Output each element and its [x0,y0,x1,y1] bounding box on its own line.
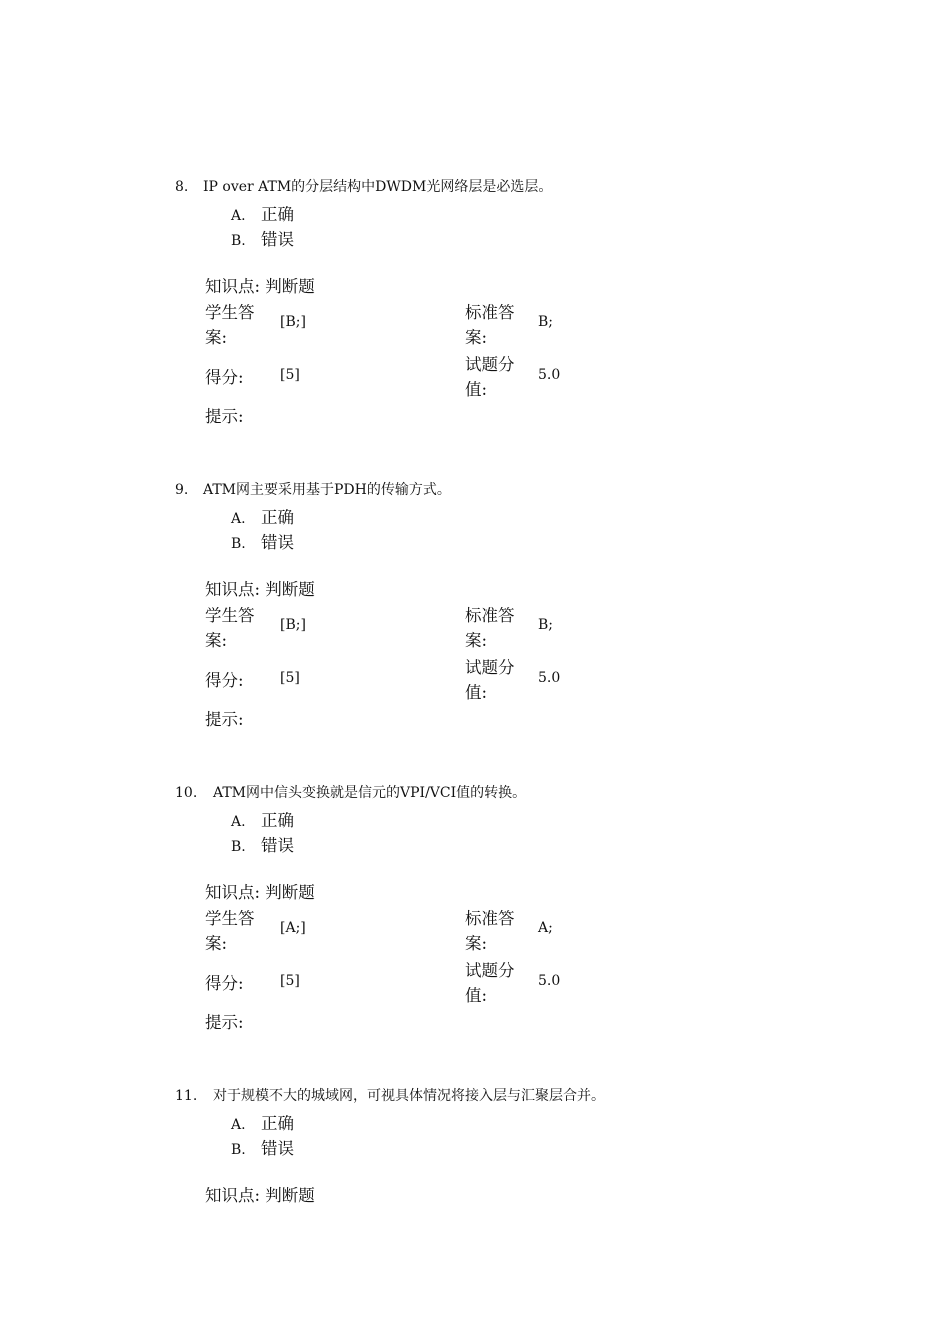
question-title [175,1085,605,1105]
points-value: 5.0 [538,973,561,989]
question-text: 对于规模不大的城域网，可视具体情况将接入层与汇聚层合并。 [213,1088,605,1104]
question-text: ATM网中信头变换就是信元的VPI/VCI值的转换。 [213,785,527,801]
option-a [231,201,294,225]
hint-label: 提示: [205,710,244,729]
points-label: 试题分值: [465,961,515,1005]
score-label: 得分: [205,974,244,993]
hint-label: 提示: [205,407,244,426]
score-label: 得分: [205,671,244,690]
option-letter: B. [231,839,246,855]
option-text: 正确 [261,205,294,224]
option-text: 正确 [261,508,294,527]
option-letter: B. [231,1142,246,1158]
points-label: 试题分值: [465,355,515,399]
score-value: [5] [280,670,300,686]
option-b [231,832,294,856]
option-text: 错误 [261,1139,294,1158]
knowledge-point: 知识点: 判断题 [205,1186,315,1205]
knowledge-point: 知识点: 判断题 [205,883,315,902]
score-value: [5] [280,973,300,989]
option-text: 错误 [261,836,294,855]
knowledge-point: 知识点: 判断题 [205,580,315,599]
question-title [175,782,526,802]
points-value: 5.0 [538,670,561,686]
option-a [231,504,294,528]
question-number: 9. [175,482,189,498]
standard-answer-value: B; [538,314,554,330]
option-letter: A. [231,511,246,527]
option-text: 正确 [261,1114,294,1133]
option-text: 错误 [261,230,294,249]
question-number: 10. [175,785,198,801]
standard-answer-label: 标准答案: [465,606,515,650]
question-text: ATM网主要采用基于PDH的传输方式。 [203,482,451,498]
student-answer-value: [B;] [280,314,306,330]
option-a [231,1110,294,1134]
standard-answer-value: B; [538,617,554,633]
question-number: 11. [175,1088,198,1104]
option-a [231,807,294,831]
option-text: 正确 [261,811,294,830]
option-text: 错误 [261,533,294,552]
option-letter: B. [231,536,246,552]
option-b [231,226,294,250]
student-answer-label: 学生答案: [205,606,255,650]
student-answer-value: [B;] [280,617,306,633]
student-answer-value: [A;] [280,920,306,936]
option-letter: A. [231,814,246,830]
question-title [175,176,552,196]
knowledge-point: 知识点: 判断题 [205,277,315,296]
option-b [231,529,294,553]
question-title [175,479,451,499]
student-answer-label: 学生答案: [205,909,255,953]
standard-answer-label: 标准答案: [465,303,515,347]
standard-answer-value: A; [538,920,553,936]
question-text: IP over ATM的分层结构中DWDM光网络层是必选层。 [203,179,553,195]
points-label: 试题分值: [465,658,515,702]
score-value: [5] [280,367,300,383]
score-label: 得分: [205,368,244,387]
points-value: 5.0 [538,367,561,383]
hint-label: 提示: [205,1013,244,1032]
option-letter: A. [231,208,246,224]
option-letter: B. [231,233,246,249]
question-number: 8. [175,179,189,195]
student-answer-label: 学生答案: [205,303,255,347]
option-letter: A. [231,1117,246,1133]
standard-answer-label: 标准答案: [465,909,515,953]
option-b [231,1135,294,1159]
